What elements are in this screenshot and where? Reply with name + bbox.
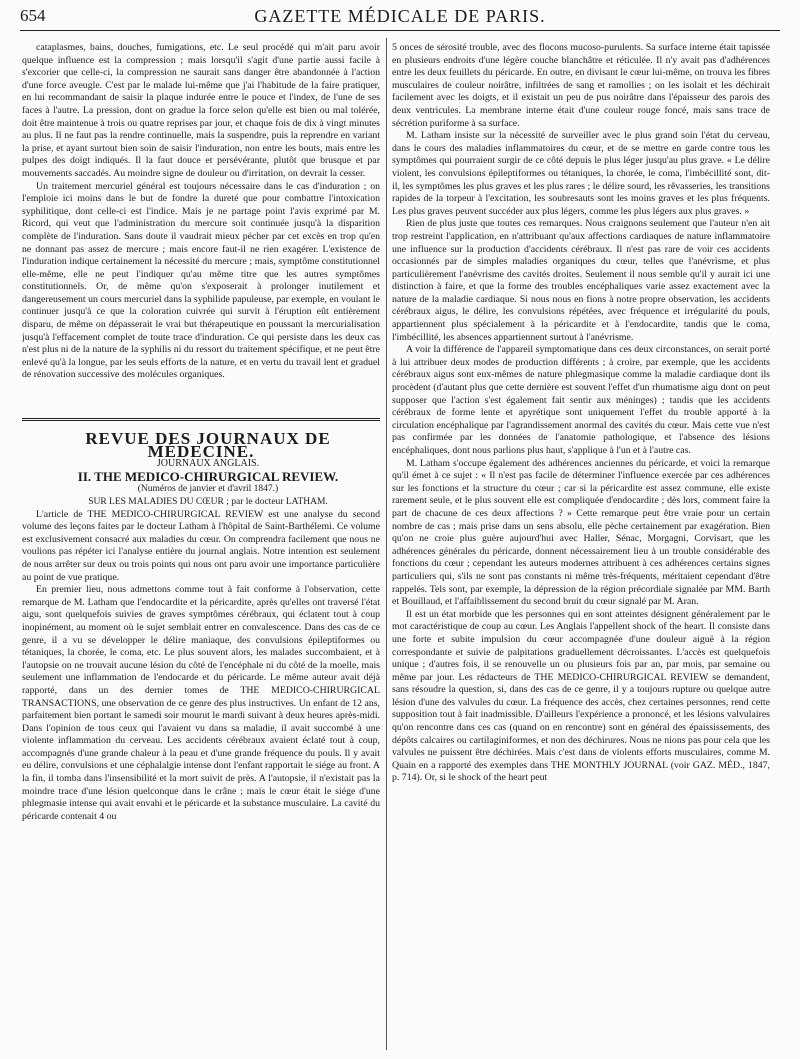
journal-title: GAZETTE MÉDICALE DE PARIS. — [254, 6, 546, 26]
paragraph: Rien de plus juste que toutes ces remarques. Nous craignons seulement que l'auteur n'en ait trop restreint l'application, en n'attribuant qu'aux affections cardiaques de nature inflammatoire une influence sur la production d'accidents cérébraux. Il n'est pas rare de voir ces accidents occasionnés par de simples maladies organiques du cœur, telles que l'anévrisme, et plus particulièrement l'anévrisme des cavités droites. Seulement il nous semble qu'il y aurait ici une distinction à faire, et que la forme des troubles encéphaliques varie assez exactement avec la nature de la maladie cardiaque. Si nous nous en fions à notre propre observation, les accidents cérébraux aigus, le délire, les convulsions répétées, avec fréquence et irrégularité du pouls, appartiennent plus spécialement à la péricardite et à l'endocardite, tandis que le coma, l'imbécillité, les absences appartiennent surtout à l'anévrisme. — [392, 218, 770, 343]
left-column — [22, 42, 380, 1052]
page-number: 654 — [20, 6, 46, 25]
page-header — [20, 4, 780, 31]
issue-numbers: (Numéros de janvier et d'avril 1847.) — [137, 484, 279, 495]
column-divider — [386, 38, 387, 1050]
spacer — [22, 382, 380, 406]
paragraph: Il est un état morbide que les personnes qui en sont atteintes désignent généralement par le mot caractéristique de coup au cœur. Les Anglais l'appellent shock of the heart. Il consiste dans une forte et subite impulsion du cœur accompagnée d'une douleur aiguë à la région correspondante et suivie de palpitations graduellement décroissantes. L'accès est quelquefois unique ; d'autres fois, il se renouvelle un ou plusieurs fois par an, par mois, par semaine ou même par jour. Les rédacteurs de THE MEDICO-CHIRURGICAL REVIEW se demandent, sans résoudre la question, si, dans des cas de ce genre, il y a toujours rupture ou quelque autre lésion d'une des valvules du cœur. La fréquence des accès, chez certaines personnes, rend cette supposition tout à fait inadmissible. D'ailleurs l'expérience a prononcé, et les lésions valvulaires qu'on rencontre dans ces cas (quand on en rencontre) sont en général des épaississements, des dépôts calcaires ou cartilaginiformes, et non des déchirures. Nous ne nions pas pour cela que les valvules ne puissent être déchirées. Mais c'est dans de violents efforts musculaires, comme M. Quain en a rapporté des exemples dans THE MONTHLY JOURNAL (voir GAZ. MÉD., 1847, p. 714). Or, si le shock of the heart peut — [392, 608, 770, 784]
subsection-title: JOURNAUX ANGLAIS. — [156, 458, 260, 470]
article-subject: SUR LES MALADIES DU CŒUR ; par le docteur LATHAM. — [88, 497, 328, 507]
paragraph: cataplasmes, bains, douches, fumigations, etc. Le seul procédé qui m'ait paru avoir quelque influence est la compression ; mais lorsqu'il s'agit d'une partie aussi facile à s'excorier que celle-ci, la compression ne saurait sans danger être abandonnée à l'action d'une force aveugle. C'est par le malade lui-même que j'ai l'habitude de la faire pratiquer, en lui recommandant de saisir la plaque indurée entre le pouce et l'index, de l'une de ses faces à l'autre. La pression, dont on gradue la force selon qu'elle est bien ou mal tolérée, doit être maintenue à trois ou quatre reprises par jour, et chaque fois de dix à vingt minutes au plus. Il ne faut pas la rendre continuelle, mais la suspendre, puis la reprendre en variant la prise, et ayant surtout bien soin de saisir l'induration, non entre les bouts, mais entre les pulpes des doigt indiqués. Il la faut douce et persévérante, plutôt que brusque et par mouvements saccadés. Au moindre signe de douleur ou d'irritation, on devrait la cesser. — [22, 42, 380, 179]
paragraph: M. Latham insiste sur la nécessité de surveiller avec le plus grand soin l'état du cerveau, dans le cours des maladies inflammatoires du cœur, et de se mettre en garde contre tous les symptômes qui pourraient surgir de ce côté depuis le plus léger jusqu'au plus grave. « Le délire violent, les convulsions épileptiformes ou tétaniques, la chorée, le coma, l'imbécillité sont, dit-il, les symptômes les plus graves et les plus rares ; le délire sourd, les rêvasseries, les transitions rapides de la torpeur à l'excitation, les soubresauts sont les moins graves et les plus fréquents. Les plus graves peuvent succéder aux plus légers, comme les plus légers aux plus graves. » — [392, 130, 770, 217]
paragraph: A voir la différence de l'appareil symptomatique dans ces deux circonstances, on serait porté à lui attribuer deux modes de production différents ; à croire, par exemple, que les accidents cérébraux aigus sont eux-mêmes de nature phlegmasique comme la maladie cardiaque dont ils procèdent (d'autant plus que cette dernière est souvent l'effet d'un rhumatisme aigu dont on peut supposer que l'action s'est également fait sentir aux méninges) ; tandis que les accidents cérébraux de forme lente et apyrétique sont uniquement l'effet du trouble apporté à la circulation encéphalique par l'agrandissement anormal des cavités du cœur. Mais cette vue n'est pas confirmée par les données de l'anatomie pathologique, et l'absence des lésions encéphaliques, dont nous parlions plus haut, s'applique à l'un et à l'autre cas. — [392, 344, 770, 456]
paragraph: En premier lieu, nous admettons comme tout à fait conforme à l'observation, cette remarque de M. Latham que l'endocardite et la péricardite, après qu'elles ont traversé l'état aigu, sont quelquefois suivies de graves symptômes cérébraux, qui éclatent tout à coup inopinément, au moment où le sujet semblait entrer en convalescence. Dans des cas de ce genre, il a vu se développer le délire maniaque, des convulsions épileptiformes ou tétaniques, la chorée, le coma, etc. Le plus souvent alors, les malades succombaient, et à l'autopsie on ne trouvait aucune lésion du côté de l'encéphale ni du côté de la moelle, mais seulement une inflammation de l'endocarde et du péricarde. Le même auteur avait déjà rapporté, dans un des dernier tomes de THE MEDICO-CHIRURGICAL TRANSACTIONS, une observation de ce genre des plus instructives. Un enfant de 12 ans, parfaitement bien portant le samedi soir mourut le mardi suivant à deux heures après-midi. Dans l'opinion de tous ceux qui l'avaient vu dans sa maladie, il avait succombé à une violente inflammation du cerveau. Les accidents cérébraux avaient éclaté tout à coup, accompagnés d'une grande chaleur à la peau et d'une grande fréquence du pouls. Il y avait eu délire, convulsions et une céphalalgie intense dont l'enfant rapportait le siége au front. A la fin, il tomba dans l'insensibilité et la mort suivit de près. A l'autopsie, il n'existait pas la moindre trace d'une lésion quelconque dans le crâne ; mais le cœur était le siége d'une phlegmasie intense qui avait envahi et le péricarde et la substance musculaire. La cavité du péricarde contenait 4 ou — [22, 584, 380, 822]
paragraph: M. Latham s'occupe également des adhérences anciennes du péricarde, et voici la remarque qu'il émet à ce sujet : « Il n'est pas facile de déterminer l'influence exercée par ces adhérences sur les fonctions et la structure du cœur ; car si la péricardite est assez commune, elle existe rarement seule, et le plus souvent elle est compliquée d'endocardite ; dès lors, comment faire la part de chacune de ces deux affections ? » Cette remarque peut être vraie pour un certain nombre de cas ; mais prise dans un sens absolu, elle pèche certainement par exagération. Bien qu'on ne croie plus guère aujourd'hui avec Haller, Sénac, Morgagni, Corvisart, que les adhérences générales du péricarde, donnent nécessairement lieu à un trouble considérable des fonctions du cœur ; cependant les auteurs modernes attribuent à ces adhérences certains signes particuliers qui, s'ils ne sont pas constants ni même très-fréquents, méritaient cependant d'être rappelés. Tels sont, par exemple, la dépression de la région précordiale signalée par MM. Barth et Bouillaud, et l'affaiblissement du second bruit du cœur signalé par M. Aran. — [392, 457, 770, 608]
paragraph: L'article de THE MEDICO-CHIRURGICAL REVIEW est une analyse du second volume des leçons faites par le docteur Latham à l'hôpital de Saint-Barthélemi. Ce volume est exclusivement consacré aux maladies du cœur. On comprendra facilement que nous ne voulions pas répéter ici l'analyse entière du journal anglais. Notre intention est seulement de nous arrêter sur deux ou trois points qui nous ont paru avoir une importance particulière au point de vue pratique. — [22, 508, 380, 583]
right-column — [392, 42, 770, 1052]
section-title: REVUE DES JOURNAUX DE MÉDECINE. — [85, 429, 331, 461]
section-separator — [22, 418, 380, 421]
paragraph: Un traitement mercuriel général est toujours nécessaire dans le cas d'induration ; on l'emploie ici moins dans le but de fondre la dureté que pour combattre l'intoxication syphilitique, dont celle-ci est l'indice. Mais je ne partage point l'avis exprimé par M. Ricord, qui veut que l'administration du mercure soit continuée jusqu'à la disparition complète de l'induration. Sans doute il vaudrait mieux pécher par cet excès en trop qu'en ne donnant pas assez de mercure ; mais encore faut-il ne rien exagérer. L'existence de l'induration indique certainement la nécessité du mercure ; mais, symptôme constitutionnel elle-même, elle ne peut l'indiquer qu'au même titre que les autres symptômes constitutionnels. Or, de même qu'on s'exposerait à prolonger inutilement et dangereusement un cours mercuriel dans la syphilide papuleuse, par exemple, en voulant le continuer jusqu'à ce que la coloration cuivrée qui survit à l'éruption eût entièrement disparu, de même on dépasserait le vrai but thérapeutique en poussant la mercurialisation jusqu'à l'effacement complet de toute trace d'induration. Ce qui persiste dans les deux cas n'est plus ni de la nature de la syphilis ni du ressort du traitement spécifique, et ne peut être enlevé qu'à la longue, par les seuls efforts de la nature, et en vertu du travail lent et graduel de rénovation successive des molécules organiques. — [22, 180, 380, 381]
paragraph: 5 onces de sérosité trouble, avec des flocons mucoso-purulents. Sa surface interne était tapissée en plusieurs endroits d'une légère couche blanchâtre et réticulée. Il n'y avait pas d'adhérences entre les deux feuillets du péricarde. En outre, en divisant le cœur lui-même, on trouva les fibres musculaires de couleur noirâtre, infiltrées de sang et ramollies ; on les isolait et les déchirait facilement avec les doigts, et il existait un peu de pus noirâtre dans l'épaisseur des parois des deux ventricules. La membrane interne était d'une couleur rouge foncé, mais sans trace de sécrétion puriforme à sa surface. — [392, 42, 770, 129]
article-title: II. THE MEDICO-CHIRURGICAL REVIEW. — [77, 468, 339, 484]
